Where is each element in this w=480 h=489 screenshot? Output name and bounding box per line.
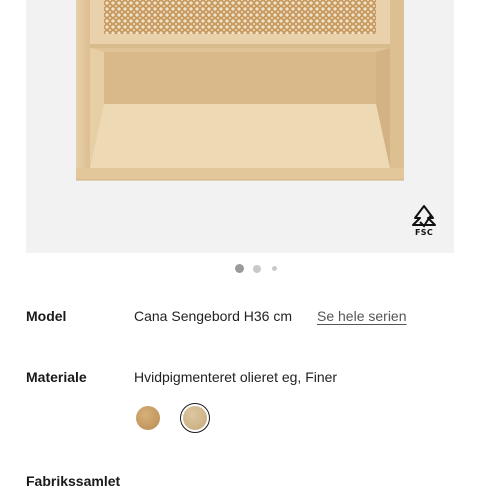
section-heading-assembly: Fabrikssamlet — [26, 473, 121, 489]
carousel-dot-1[interactable] — [235, 264, 244, 273]
material-swatch-white-oak[interactable] — [183, 406, 207, 430]
fsc-tree-icon — [407, 204, 441, 228]
carousel-pagination — [0, 264, 480, 274]
model-label: Model — [26, 308, 67, 324]
product-image-gallery[interactable] — [26, 0, 454, 253]
model-value: Cana Sengebord H36 cm — [134, 308, 292, 324]
carousel-dot-3[interactable] — [272, 266, 277, 271]
material-value: Hvidpigmenteret olieret eg, Finer — [134, 369, 338, 385]
fsc-badge — [407, 204, 441, 238]
carousel-dot-2[interactable] — [253, 265, 261, 273]
product-image — [26, 0, 454, 253]
see-series-link[interactable]: Se hele serien — [317, 308, 407, 324]
material-swatch-oak[interactable] — [136, 406, 160, 430]
fsc-label: FSC — [415, 228, 433, 237]
material-label: Materiale — [26, 369, 87, 385]
